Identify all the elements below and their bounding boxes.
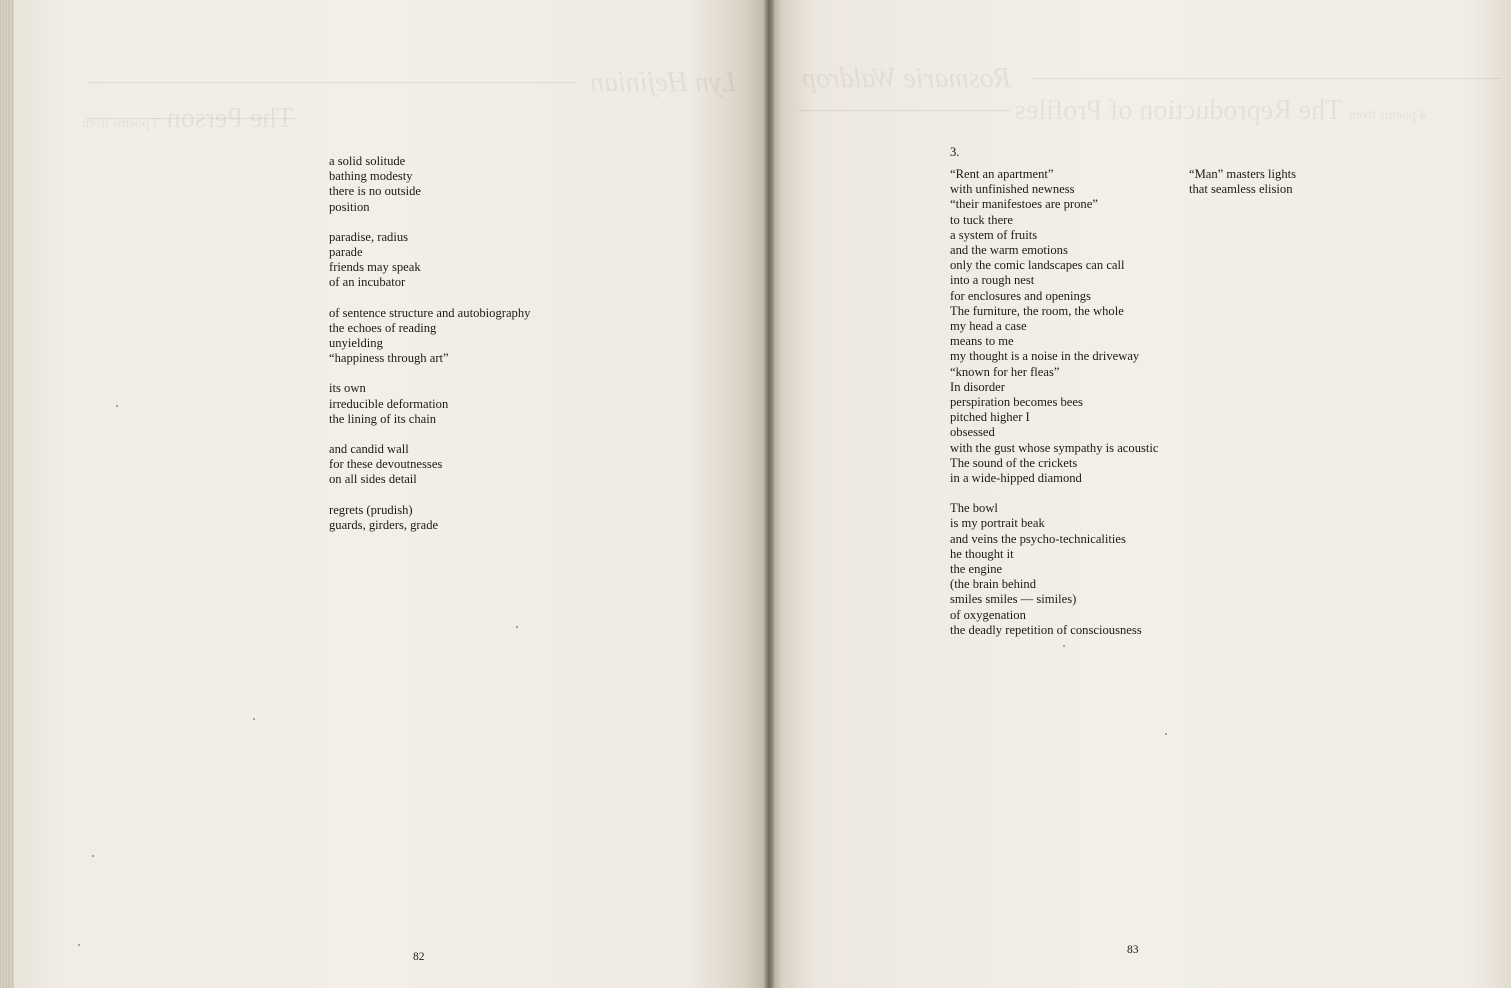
bleed-author: Rosmarie Waldrop bbox=[802, 63, 1011, 94]
poem-line: In disorder bbox=[950, 379, 1005, 394]
poem-line: unyielding bbox=[329, 336, 383, 351]
poem-line: with the gust whose sympathy is acoustic bbox=[950, 440, 1159, 455]
bleed-subtitle-small: 4 poems from bbox=[1348, 108, 1427, 123]
poem-line: obsessed bbox=[950, 425, 995, 440]
poem-line: the echoes of reading bbox=[329, 320, 437, 335]
poem-line: a system of fruits bbox=[950, 227, 1038, 242]
section-number: 3. bbox=[950, 145, 960, 159]
speck bbox=[516, 626, 518, 628]
poem-line: for enclosures and openings bbox=[950, 288, 1091, 303]
right-poem-main bbox=[950, 167, 1158, 653]
poem-line: of oxygenation bbox=[950, 607, 1026, 622]
stanza bbox=[329, 306, 530, 367]
bleed-subtitle-title: The Reproduction of Profiles bbox=[1015, 95, 1343, 126]
poem-line: means to me bbox=[950, 334, 1014, 349]
poem-line: with unfinished newness bbox=[950, 182, 1075, 197]
poem-line: into a rough nest bbox=[950, 273, 1035, 288]
poem-line: that seamless elision bbox=[1189, 182, 1293, 197]
poem-line: The bowl bbox=[950, 501, 998, 516]
stanza bbox=[1189, 167, 1296, 197]
left-poem bbox=[329, 154, 530, 548]
poem-line: to tuck there bbox=[950, 212, 1013, 227]
poem-line: bathing modesty bbox=[329, 169, 413, 184]
stanza bbox=[329, 442, 530, 488]
poem-line: my thought is a noise in the driveway bbox=[950, 349, 1140, 364]
poem-line: he thought it bbox=[950, 546, 1014, 561]
poem-line: and candid wall bbox=[329, 442, 409, 457]
poem-line: and the warm emotions bbox=[950, 243, 1068, 258]
poem-line: parade bbox=[329, 245, 363, 260]
poem-line: for these devoutnesses bbox=[329, 457, 443, 472]
stanza bbox=[329, 230, 530, 291]
speck bbox=[78, 944, 80, 946]
poem-line: a solid solitude bbox=[329, 154, 406, 168]
poem-line: there is no outside bbox=[329, 184, 421, 199]
poem-line: position bbox=[329, 199, 370, 214]
poem-line: pitched higher I bbox=[950, 410, 1030, 425]
poem-line: irreducible deformation bbox=[329, 396, 449, 411]
poem-line: its own bbox=[329, 381, 366, 396]
poem-line: “Rent an apartment” bbox=[950, 167, 1054, 181]
poem-line: perspiration becomes bees bbox=[950, 395, 1083, 410]
bleed-subtitle bbox=[82, 104, 294, 139]
bleed-rule bbox=[798, 110, 1010, 111]
poem-line: the lining of its chain bbox=[329, 411, 437, 426]
poem-line: and veins the psycho-technicalities bbox=[950, 531, 1126, 546]
page-number: 82 bbox=[413, 951, 425, 963]
poem-line: guards, girders, grade bbox=[329, 517, 439, 532]
poem-line: “their manifestoes are prone” bbox=[950, 197, 1098, 212]
poem-line: regrets (prudish) bbox=[329, 502, 413, 517]
poem-line: is my portrait beak bbox=[950, 516, 1045, 531]
poem-line: my head a case bbox=[950, 319, 1027, 334]
speck bbox=[92, 855, 94, 857]
poem-line: “Man” masters lights bbox=[1189, 167, 1297, 181]
bleed-rule bbox=[1032, 78, 1502, 79]
poem-line: in a wide-hipped diamond bbox=[950, 471, 1082, 486]
poem-line: “happiness through art” bbox=[329, 351, 449, 366]
bleed-author: Lyn Hejinian bbox=[590, 67, 737, 98]
poem-line: The furniture, the room, the whole bbox=[950, 303, 1124, 318]
speck bbox=[1063, 645, 1065, 647]
stanza bbox=[329, 503, 530, 533]
gutter bbox=[764, 0, 774, 988]
speck bbox=[1165, 733, 1167, 735]
poem-line: on all sides detail bbox=[329, 472, 417, 487]
stanza bbox=[329, 154, 530, 215]
poem-line: of an incubator bbox=[329, 275, 406, 290]
bleed-rule bbox=[86, 118, 296, 119]
bleed-subtitle-small: 3 poems from bbox=[82, 116, 160, 131]
poem-line: the engine bbox=[950, 562, 1003, 577]
poem-line: “known for her fleas” bbox=[950, 364, 1060, 379]
poem-line: friends may speak bbox=[329, 260, 421, 275]
bleed-subtitle-title: The Person bbox=[166, 103, 294, 134]
bleed-subtitle bbox=[1015, 96, 1427, 131]
poem-line: of sentence structure and autobiography bbox=[329, 305, 531, 320]
bleed-rule bbox=[88, 82, 578, 83]
poem-line: paradise, radius bbox=[329, 229, 409, 244]
poem-line: The sound of the crickets bbox=[950, 455, 1078, 470]
stanza bbox=[950, 167, 1158, 486]
page-number: 83 bbox=[1127, 944, 1139, 956]
speck bbox=[253, 718, 255, 720]
stanza bbox=[329, 381, 530, 427]
right-poem-side bbox=[1189, 167, 1296, 212]
speck bbox=[116, 405, 118, 407]
poem-line: (the brain behind bbox=[950, 577, 1037, 592]
poem-line: only the comic landscapes can call bbox=[950, 258, 1125, 273]
poem-line: smiles smiles — similes) bbox=[950, 592, 1077, 607]
poem-line: the deadly repetition of consciousness bbox=[950, 622, 1142, 637]
stanza bbox=[950, 501, 1158, 638]
page-edge bbox=[0, 0, 14, 988]
